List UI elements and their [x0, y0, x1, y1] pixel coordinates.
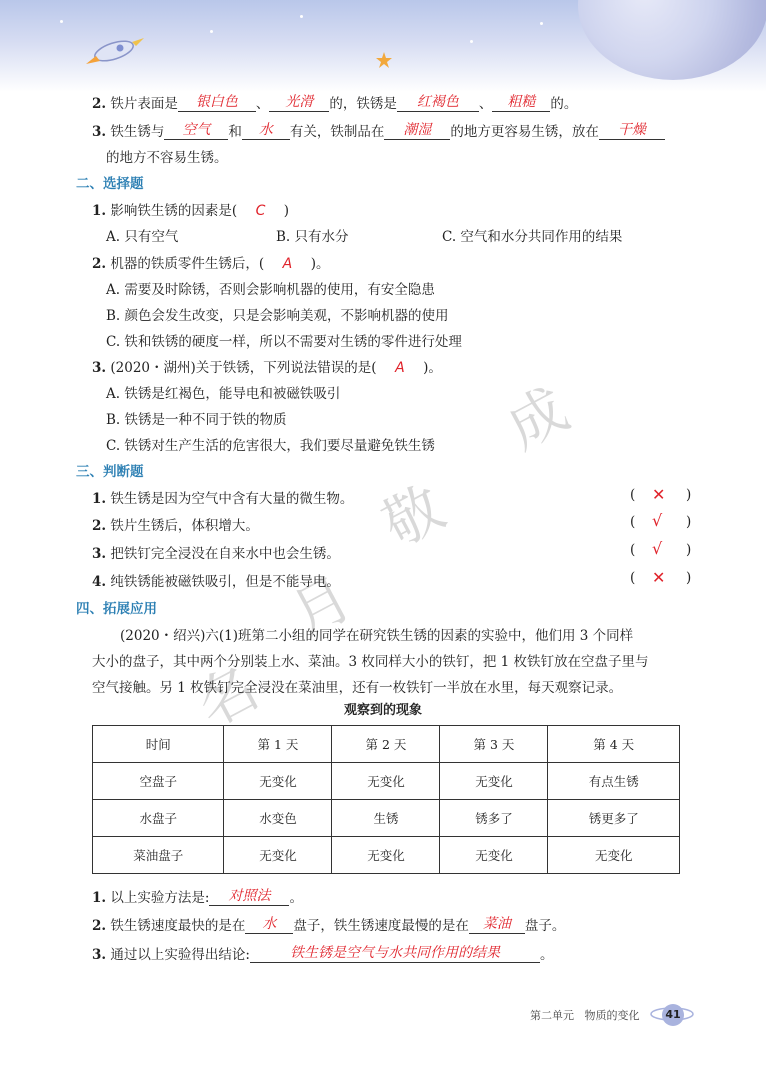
table-cell: 无变化: [224, 837, 332, 874]
header-banner: [0, 0, 766, 92]
choice-option: C. 铁和铁锈的硬度一样，所以不需要对生锈的零件进行处理: [106, 334, 462, 350]
table-cell: 水变色: [224, 800, 332, 837]
table-cell: 空盘子: [93, 763, 224, 800]
planet-decoration: [578, 0, 766, 80]
answer-blank: 铁生锈是空气与水共同作用的结果: [250, 945, 540, 963]
judge-item: 4. 纯铁锈能被磁铁吸引，但是不能导电。: [92, 574, 340, 590]
extend-question-1: 1. 以上实验方法是: 对照法 。: [92, 888, 303, 906]
choice-option: A. 只有空气: [106, 229, 179, 245]
table-cell: 无变化: [332, 837, 440, 874]
sparkle: [540, 22, 543, 25]
watermark-char: 月: [279, 562, 363, 651]
choice-option: C. 铁锈对生产生活的危害很大，我们要尽量避免铁生锈: [106, 438, 435, 454]
table-cell: 无变化: [332, 763, 440, 800]
choice-option: C. 空气和水分共同作用的结果: [442, 229, 623, 245]
choice-answer: A: [282, 256, 293, 272]
choice-question-3: 3. (2020・湖州)关于铁锈，下列说法错误的是( A )。: [92, 360, 442, 376]
table-cell: 无变化: [224, 763, 332, 800]
answer-blank: 光滑: [269, 94, 329, 112]
table-cell: 有点生锈: [548, 763, 680, 800]
answer-blank: 潮湿: [384, 122, 450, 140]
answer-blank: 对照法: [209, 888, 289, 906]
table-cell: 生锈: [332, 800, 440, 837]
watermark-char: 成: [495, 374, 579, 463]
answer-blank: 粗糙: [492, 94, 550, 112]
footer-chapter: 第二单元 物质的变化: [530, 1009, 640, 1022]
choice-option: A. 需要及时除锈，否则会影响机器的使用，有安全隐患: [106, 282, 435, 298]
judge-item: 3. 把铁钉完全浸没在自来水中也会生锈。: [92, 546, 340, 562]
star-icon: [376, 52, 392, 68]
table-header-cell: 第 4 天: [548, 726, 680, 763]
check-mark-icon: √: [652, 511, 663, 530]
cross-mark-icon: ✕: [652, 485, 666, 504]
choice-answer: A: [395, 360, 405, 376]
watermark-char: 名: [185, 652, 269, 741]
sparkle: [470, 40, 473, 43]
table-header-cell: 第 2 天: [332, 726, 440, 763]
observation-table: [92, 725, 680, 874]
fill-question-3: 3. 铁生锈与 空气 和 水 有关，铁制品在 潮湿 的地方更容易生锈，放在 干燥: [92, 120, 665, 140]
section-title-choice: 二、选择题: [76, 176, 144, 192]
table-cell: 无变化: [548, 837, 680, 874]
table-cell: 锈多了: [440, 800, 548, 837]
answer-blank: 空气: [164, 122, 228, 140]
section-title-extend: 四、拓展应用: [76, 601, 157, 617]
table-cell: 水盘子: [93, 800, 224, 837]
answer-blank: 水: [245, 916, 293, 934]
fill-question-3-cont: 的地方不容易生锈。: [106, 150, 228, 166]
answer-blank: 菜油: [469, 916, 525, 934]
table-cell: 无变化: [440, 837, 548, 874]
table-row: [93, 800, 680, 837]
extend-question-3: 3. 通过以上实验得出结论: 铁生锈是空气与水共同作用的结果 。: [92, 945, 554, 963]
table-header-cell: 第 1 天: [224, 726, 332, 763]
table-header-cell: 时间: [93, 726, 224, 763]
answer-blank: 银白色: [178, 94, 256, 112]
sparkle: [300, 15, 303, 18]
table-caption: 观察到的现象: [343, 703, 422, 718]
cross-mark-icon: ✕: [652, 568, 666, 587]
choice-option: B. 颜色会发生改变，只是会影响美观，不影响机器的使用: [106, 308, 449, 324]
choice-option: B. 铁锈是一种不同于铁的物质: [106, 412, 287, 428]
watermark-char: 敬: [371, 472, 455, 561]
choice-question-2: 2. 机器的铁质零件生锈后，( A )。: [92, 256, 330, 272]
page-number: 41: [662, 1004, 684, 1026]
sparkle: [60, 20, 63, 23]
section-title-judge: 三、判断题: [76, 464, 144, 480]
table-cell: 菜油盘子: [93, 837, 224, 874]
extend-paragraph: 大小的盘子，其中两个分别装上水、菜油。3 枚同样大小的铁钉，把 1 枚铁钉放在空盘子里与: [92, 654, 649, 670]
extend-paragraph: (2020・绍兴)六(1)班第二小组的同学在研究铁生锈的因素的实验中，他们用 3 个同样: [120, 628, 634, 644]
sparkle: [210, 30, 213, 33]
check-mark-icon: √: [652, 539, 663, 558]
table-row: [93, 837, 680, 874]
choice-answer: C: [255, 203, 266, 219]
judge-item: 1. 铁生锈是因为空气中含有大量的微生物。: [92, 491, 354, 507]
choice-option: A. 铁锈是红褐色，能导电和被磁铁吸引: [106, 386, 341, 402]
table-cell: 无变化: [440, 763, 548, 800]
table-cell: 锈更多了: [548, 800, 680, 837]
extend-question-2: 2. 铁生锈速度最快的是在 水 盘子，铁生锈速度最慢的是在 菜油 盘子。: [92, 916, 566, 934]
table-row: [93, 763, 680, 800]
answer-blank: 红褐色: [397, 94, 479, 112]
extend-paragraph: 空气接触。另 1 枚铁钉完全浸没在菜油里，还有一枚铁钉一半放在水里，每天观察记录。: [92, 680, 623, 696]
choice-question-1: 1. 影响铁生锈的因素是( C ): [92, 203, 290, 219]
answer-blank: 水: [242, 122, 290, 140]
table-header-row: [93, 726, 680, 763]
rocket-icon: [86, 34, 156, 68]
table-header-cell: 第 3 天: [440, 726, 548, 763]
answer-blank: 干燥: [599, 122, 665, 140]
fill-question-2: 2. 铁片表面是 银白色 、 光滑 的，铁锈是 红褐色 、 粗糙 的。: [92, 94, 578, 112]
judge-item: 2. 铁片生锈后，体积增大。: [92, 518, 259, 534]
choice-option: B. 只有水分: [276, 229, 349, 245]
